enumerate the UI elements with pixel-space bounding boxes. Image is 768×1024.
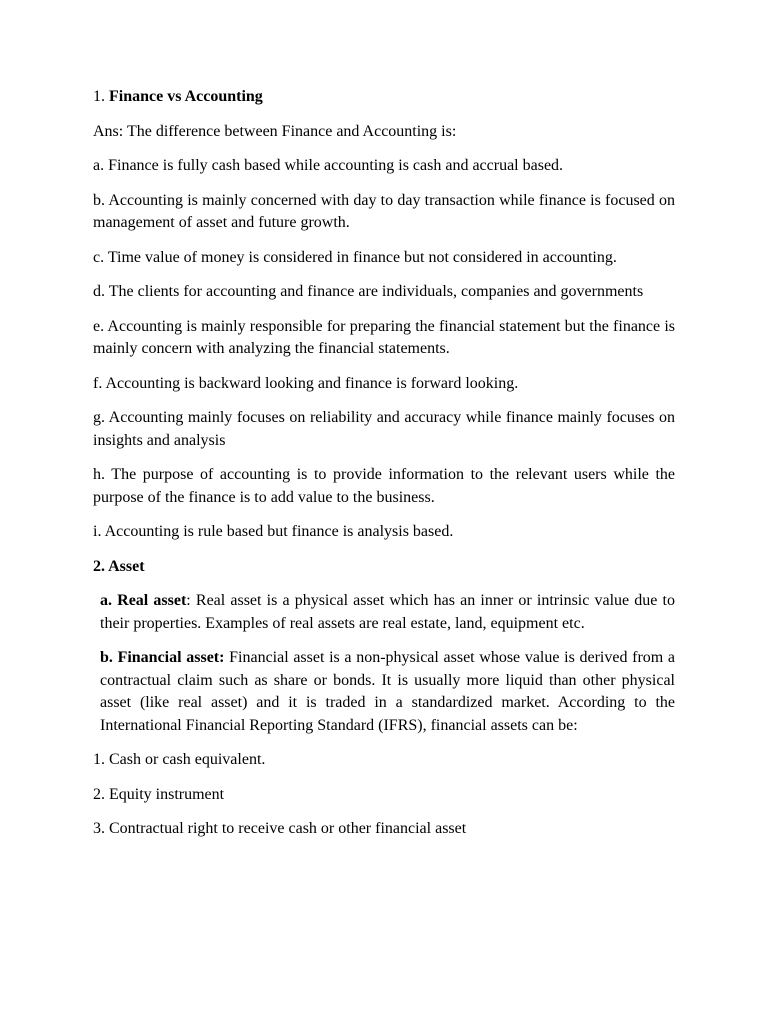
point-d: d. The clients for accounting and finance are individuals, companies and governments (93, 283, 644, 300)
asset-list-item-1: 1. Cash or cash equivalent. (93, 751, 266, 768)
point-h: h. The purpose of accounting is to provide information to the relevant users while the purpose of the finance is to add value to the business. (93, 466, 675, 506)
section-1-intro: Ans: The difference between Finance and Accounting is: (93, 122, 457, 140)
asset-list-item-3: 3. Contractual right to receive cash or other financial asset (93, 820, 467, 837)
point-c: c. Time value of money is considered in finance but not considered in accounting. (93, 248, 617, 266)
section-1-heading (93, 86, 675, 109)
document-body (93, 86, 675, 853)
financial-asset-label: b. Financial asset: (100, 649, 225, 666)
section-1-number: 1. (93, 88, 105, 105)
section-2-heading (93, 556, 675, 579)
real-asset-paragraph (93, 590, 675, 635)
point-i: i. Accounting is rule based but finance is analysis based. (93, 523, 454, 540)
financial-asset-text: Financial asset is a non-physical asset whose value is derived from a contractual claim such as share or bonds. It is usually more liquid than other physical asset (like real asset) and it is traded in a standardized market. According to the International Financial Reporting Standard (IFRS), financial assets can be: (100, 649, 675, 734)
point-b: b. Accounting is mainly concerned with day to day transaction while finance is focused on management of asset and future growth. (93, 191, 675, 231)
section-2-title: 2. Asset (93, 557, 145, 575)
asset-list-item-2: 2. Equity instrument (93, 785, 225, 803)
point-f: f. Accounting is backward looking and finance is forward looking. (93, 374, 519, 392)
point-e: e. Accounting is mainly responsible for preparing the financial statement but the finance is mainly concern with analyzing the financial statements. (93, 317, 675, 357)
point-a: a. Finance is fully cash based while accounting is cash and accrual based. (93, 157, 564, 174)
real-asset-text: : Real asset is a physical asset which has an inner or intrinsic value due to their properties. Examples of real assets are real estate, land, equipment etc. (100, 592, 676, 632)
financial-asset-paragraph (93, 647, 675, 737)
section-1-title: Finance vs Accounting (109, 88, 263, 105)
point-g: g. Accounting mainly focuses on reliability and accuracy while finance mainly focuses on insights and analysis (93, 409, 675, 449)
real-asset-label: a. Real asset (100, 592, 187, 609)
